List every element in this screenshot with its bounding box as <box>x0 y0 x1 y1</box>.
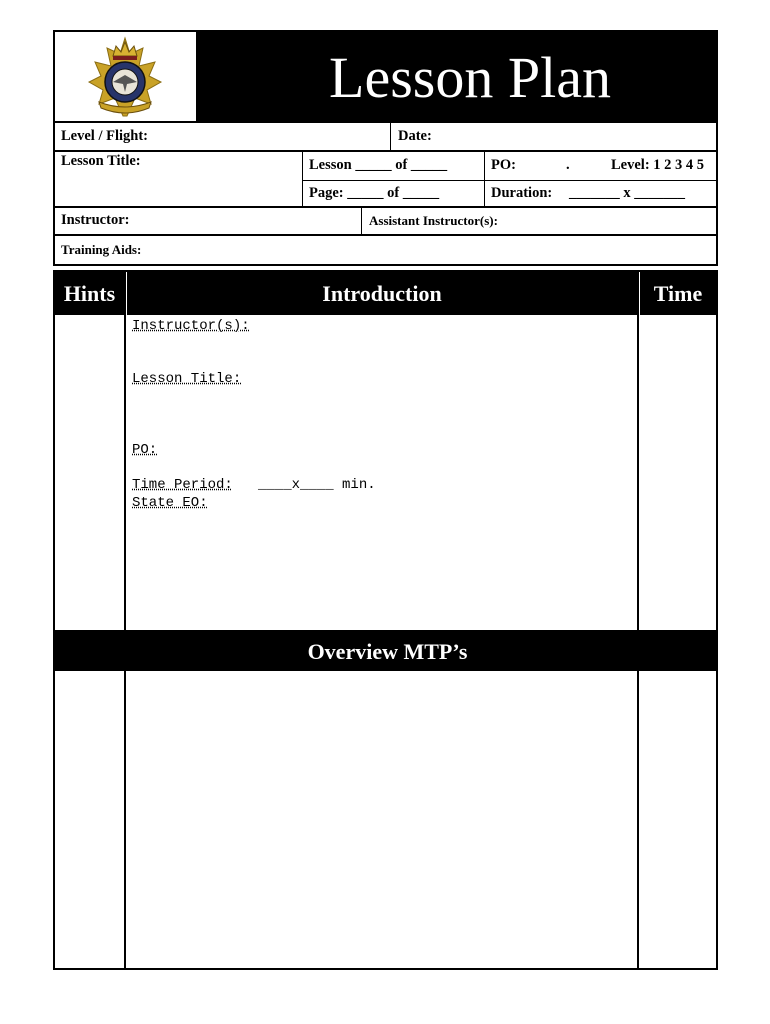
po-dot: . <box>566 157 570 173</box>
duration-label: Duration: <box>491 185 553 201</box>
page-of-field: Page: _____ of _____ <box>309 185 440 201</box>
page-title: Lesson Plan <box>329 45 611 110</box>
instructor-label: Instructor: <box>61 212 130 228</box>
crest-icon <box>55 32 196 121</box>
title-banner <box>196 32 716 121</box>
introduction-header: Introduction <box>127 272 637 315</box>
time-header: Time <box>640 272 716 315</box>
intro-time-value: ____x____ min. <box>258 477 376 493</box>
date-label: Date: <box>398 128 432 144</box>
training-aids-label: Training Aids: <box>61 242 142 257</box>
intro-instructors: Instructor(s): <box>132 318 250 334</box>
level-flight-label: Level / Flight: <box>61 128 148 144</box>
logo-area <box>55 32 196 121</box>
lesson-of-field: Lesson _____ of _____ <box>309 157 448 173</box>
assistant-instructors-label: Assistant Instructor(s): <box>369 213 498 228</box>
intro-po: PO: <box>132 442 158 458</box>
lesson-title-label: Lesson Title: <box>61 153 141 169</box>
overview-header: Overview MTP’s <box>55 630 716 671</box>
duration-value: _______ x _______ <box>569 185 685 201</box>
intro-time-period: Time Period: <box>132 477 233 493</box>
level-options: Level: 1 2 3 4 5 <box>611 157 705 173</box>
intro-lesson-title: Lesson Title: <box>132 371 242 387</box>
hints-header: Hints <box>55 272 124 315</box>
po-label: PO: <box>491 157 516 173</box>
intro-state-eo: State EO: <box>132 495 208 511</box>
